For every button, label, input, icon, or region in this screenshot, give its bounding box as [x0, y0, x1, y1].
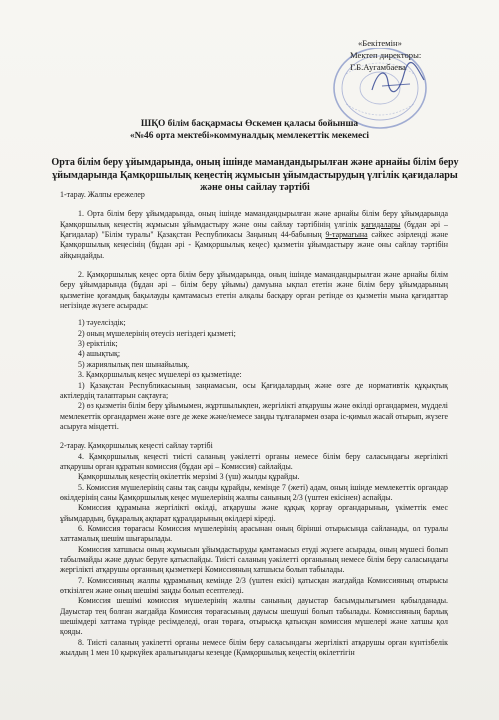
org-line-2: «№46 орта мектебі»коммуналдық мемлекеттік мекемесі [129, 131, 370, 141]
paragraph-6: 6. Комиссия төрағасы Комиссия мүшелерінің арасынан оның бірінші отырысында сайланады, ол туралы хаттамалық шешім шығарылады. [60, 523, 448, 544]
list-item: 1) Қазақстан Республикасының заңнамасын, осы Қағидалардың және өзге де нормативтік құқықтық актілердің талаптарын сақтауға; [60, 380, 448, 400]
list-item: 1) тәуелсіздік; [78, 318, 126, 328]
approval-label: «Бекітемін» [358, 38, 402, 48]
list-item: 2) өз қызметін білім беру ұйымымен, жұртшылықпен, жергілікті атқарушы және өкілді органдармен, мүдделі мемлекеттік органдармен және өзге де жеке және/немесе заңды тұлғалармен өзара іс-қимыл жасай отырып, жүзеге асыруға міндетті. [60, 401, 448, 431]
section-heading-2: 2-тарау. Қамқоршылық кеңесті сайлау тәртібі [60, 441, 213, 451]
document-title: Орта білім беру ұйымдарында, оның ішінде мамандандырылған және арнайы білім беру ұйымдарында Қамқоршылық кеңестің жұмысын ұйымдастырудың үлгілік қағидалары және оны сайлау тәртібі [51, 157, 459, 194]
paragraph-1: 1. Орта білім беру ұйымдарында, оның ішінде мамандандырылған және арнайы білім беру ұйымдарында Қамқоршылық кеңестің жұмысын ұйымдастыру және оны сайлау тәртібінің үлгілік қағидалары (бұдан әрі – Қағидалар) "Білім туралы" Қазақстан Республикасы Заңының 44-бабының 9-тармағына сәйкес әзірленді және Қамқоршылық кеңесінің (бұдан әрі - Қамқоршылық кеңес) қызметін ұйымдастыру және оны сайлау тәртібін айқындайды. [60, 209, 448, 260]
list-item: 5) жариялылық пен шынайылық. [78, 359, 190, 369]
section-heading-1: 1-тарау. Жалпы ережелер [60, 190, 145, 199]
rules-link[interactable]: қағидалары [361, 219, 401, 229]
paragraph-4: 4. Қамқоршылық кеңесті тиісті саланың уәкілетті органы немесе білім беру саласындағы жергілікті атқарушы орган құратын комиссия (бұдан әрі – Комиссия) сайлайды. [60, 451, 448, 471]
org-line-1: ШҚО білім басқармасы Өскемен қаласы бойынша [140, 119, 359, 129]
paragraph-7: 7. Комиссияның жалпы құрамының кемінде 2/3 (үштен екісі) қатысқан жағдайда Комиссияның отырысы өткізілген және оның шешімі заңды болып есептеледі. [60, 575, 448, 596]
approval-position: Мектеп директоры: [350, 49, 422, 60]
paragraph-3: 3. Қамқоршылық кеңес мүшелері өз қызметінде: [78, 370, 242, 380]
law-article-link[interactable]: 9-тармағына [325, 230, 368, 240]
paragraph-2: 2. Қамқоршылық кеңес орта білім беру ұйымдарында, оның ішінде мамандандырылған және арнайы білім беру ұйымдарында (бұдан әрі – білім беру ұйымы) дамуына ықпал ететін және білім беру ұйымдарының қызметіне қоғамдық бақылауды қамтамасыз ететін алқалы басқару орган ретінде өз қызметін мына қағидаттар негізінде жүзеге асырады: [60, 270, 448, 311]
paragraph-8: 8. Тиісті саланың уәкілетті органы немесе білім беру саласындағы жергілікті атқарушы орган күнтізбелік жылдың 1 мен 10 қыркүйек аралығындағы кезеңде (Қамқоршылық кеңестің өкілеттігін [60, 637, 448, 658]
approval-block [350, 38, 480, 73]
principles-list [60, 318, 448, 380]
document-body [60, 190, 448, 658]
paragraph-5: 5. Комиссия мүшелерінің саны тақ санды құрайды, кемінде 7 (жеті) адам, оның ішінде мемлекеттік органдар өкілдерінің саны Қамқоршылық кеңес мүшелерінің жалпы санының 2/3 (үштен екісінен) аспайды. [60, 482, 448, 502]
paragraph-4b: Қамқоршылық кеңестің өкілеттік мерзімі 3 (үш) жылды құрайды. [78, 472, 300, 482]
list-item: 3) еріктілік; [78, 339, 118, 349]
paragraph-6b: Комиссия хатшысы оның жұмысын ұйымдастыруды қамтамасыз етуді жүзеге асырады, оның мүшесі болып табылмайды және дауыс беруге қатыспайды. Тиісті саланың уәкілетті органының немесе білім беру саласындағы жергілікті атқарушы органның қызметкері Комиссияның хатшысы болып табылады. [60, 544, 448, 575]
list-item: 2) оның мүшелерінің өтеусіз негіздегі қызметі; [78, 328, 236, 338]
list-item: 4) ашықтық; [78, 349, 121, 359]
paragraph-5b: Комиссия құрамына жергілікті өкілді, атқарушы және құқық қорғау органдарының, үкіметтік емес ұйымдардың, бұқаралық ақпарат құралдарының өкілдері кіреді. [60, 503, 448, 523]
paragraph-7b: Комиссия шешімі комиссия мүшелерінің жалпы санының дауыстар басымдылығымен қабылданады. Дауыстар тең болған жағдайда Комиссия төрағасының дауысы шешуші болып табылады. Комиссияның барлық шешімдері хаттама түрінде ресімделеді, оған төраға, отырысқа қатысқан комиссия мүшелері және хатшы қол қояды. [60, 596, 448, 637]
approval-name: Г.Б.Аугамбаева [350, 61, 406, 72]
